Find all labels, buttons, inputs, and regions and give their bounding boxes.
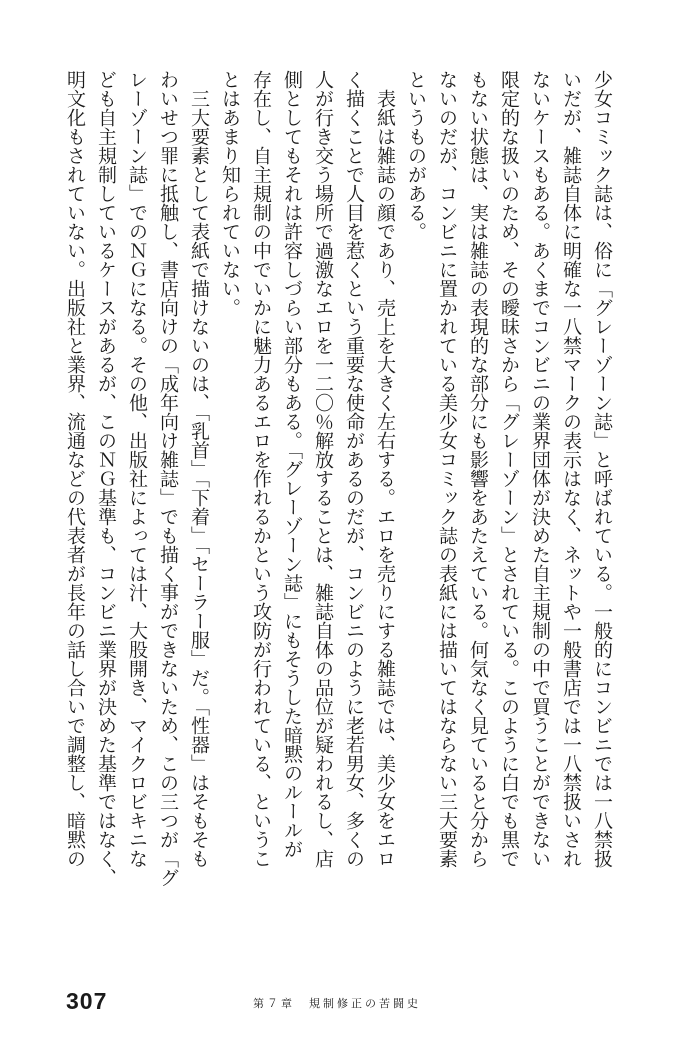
text-column: 限定的な扱いのため、その曖昧さから「グレーゾーン」とされている。このように白でも黒で <box>498 70 520 868</box>
text-column: 少女コミック誌は、俗に「グレーゾーン誌」と呼ばれている。一般的にコンビニでは一八禁扱 <box>591 70 613 868</box>
page-number: 307 <box>66 988 108 1014</box>
text-column: というものがある。 <box>405 70 427 241</box>
text-column: 表紙は雑誌の顔であり、売上を大きく左右する。エロを売りにする雑誌では、美少女をエロ <box>374 70 396 868</box>
body-text <box>57 70 617 887</box>
text-column: 側としてもそれは許容しづらい部分もある。「グレーゾーン誌」にもそうした暗黙のルールが <box>281 70 303 859</box>
text-column: く描くことで人目を惹くという重要な使命があるのだが、コンビニのように老若男女、多くの <box>343 70 365 868</box>
text-column: 三大要素として表紙で描けないのは、「乳首」「下着」「セーラー服」だ。「性器」はそもそも <box>188 70 210 868</box>
text-column: 人が行き交う場所で過激なエロを一二〇％解放することは、雑誌自体の品位が疑われるし、店 <box>312 70 334 868</box>
text-column: レーゾーン誌」でのＮＧになる。その他、出版社によっては汁、大股開き、マイクロビキニな <box>126 70 148 868</box>
text-column: わいせつ罪に抵触し、書店向けの「成年向け雑誌」でも描く事ができないため、この三つが「グ <box>157 70 179 887</box>
text-column: いだが、雑誌自体に明確な一八禁マークの表示はなく、ネットや一般書店では一八禁扱いされ <box>560 70 582 868</box>
text-column: ないケースもある。あくまでコンビニの業界団体が決めた自主規制の中で買うことができない <box>529 70 551 868</box>
text-column: ないのだが、コンビニに置かれている美少女コミック誌の表紙には描いてはならない三大要素 <box>436 70 458 868</box>
chapter-title: 第７章 規制修正の苦闘史 <box>253 997 421 1010</box>
text-column: 明文化もされていない。出版社と業界、流通などの代表者が長年の話し合いで調整し、暗黙の <box>64 70 86 868</box>
text-column: とはあまり知られていない。 <box>219 70 241 317</box>
text-column: ども自主規制しているケースがあるが、このＮＧ基準も、コンビニ業界が決めた基準ではなく、 <box>95 70 117 887</box>
text-column: もない状態は、実は雑誌の表現的な部分にも影響をあたえている。何気なく見ていると分から <box>467 70 489 868</box>
text-column: 存在し、自主規制の中でいかに魅力あるエロを作れるかという攻防が行われている、というこ <box>250 70 272 868</box>
